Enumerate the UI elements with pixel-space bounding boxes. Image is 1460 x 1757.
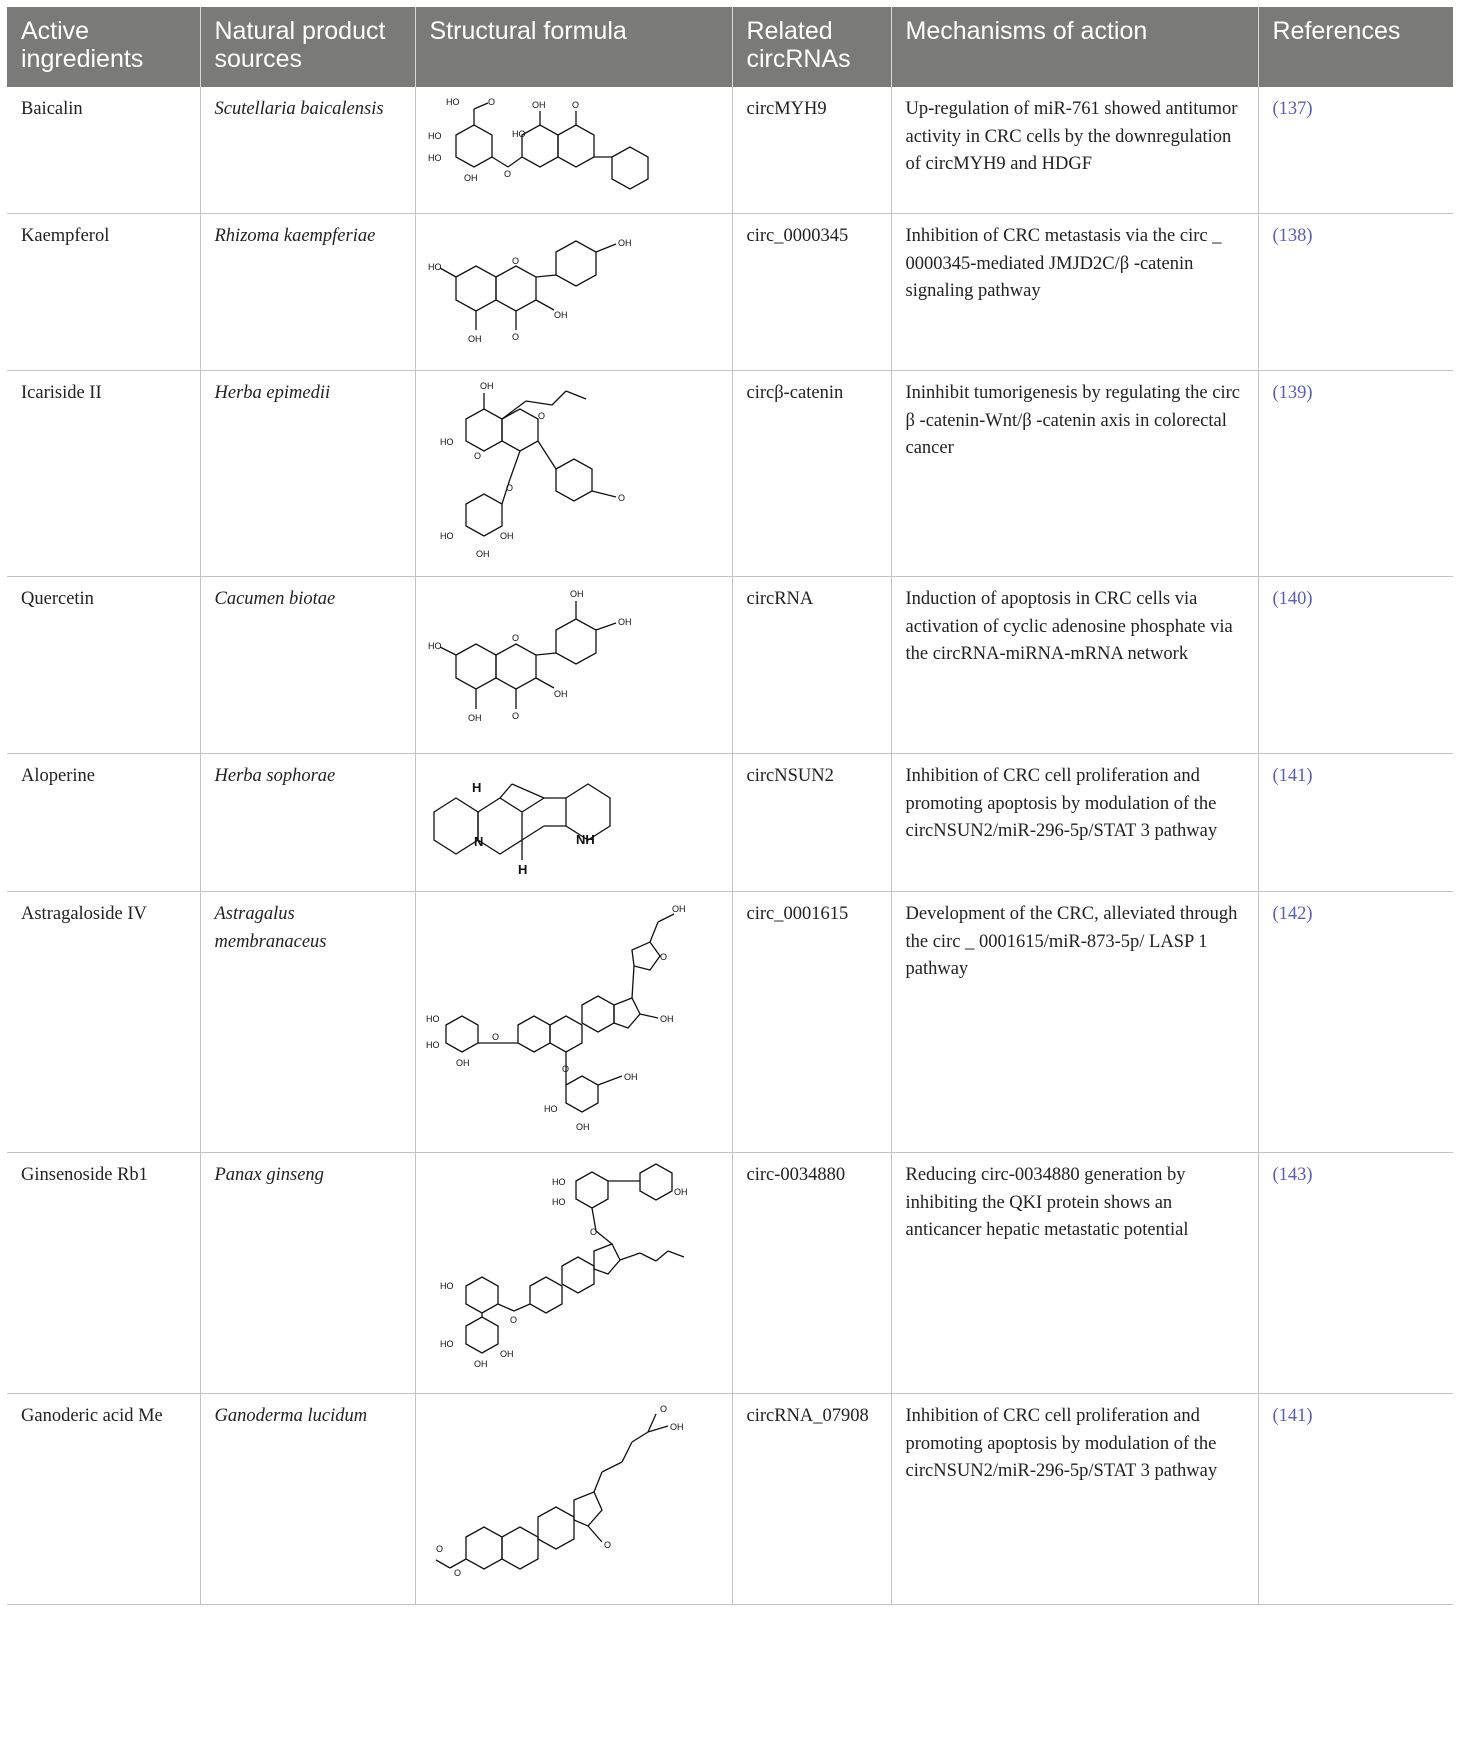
svg-text:O: O [505,483,513,493]
ingredient-cell: Quercetin [7,577,200,754]
source-cell: Panax ginseng [200,1153,415,1394]
ingredient-cell: Ganoderic acid Me [7,1394,200,1605]
mechanism-cell: Development of the CRC, alleviated through the circ _ 0001615/miR-873-5p/ LASP 1 pathway [891,892,1258,1153]
svg-text:OH: OH [623,1072,637,1082]
ingredient-cell: Baicalin [7,87,200,214]
ingredient-cell: Ginsenoside Rb1 [7,1153,200,1394]
mechanism-cell: Inhibition of CRC metastasis via the circ _ 0000345-mediated JMJD2C/β -catenin signaling pathway [891,214,1258,371]
svg-text:HO: HO [439,1281,453,1291]
svg-text:O: O [511,332,519,342]
mechanism-cell: Inhibition of CRC cell proliferation and promoting apoptosis by modulation of the circNSUN2/miR-296-5p/STAT 3 pathway [891,754,1258,892]
ingredient-cell: Icariside II [7,371,200,577]
svg-text:O: O [617,493,625,503]
aloperine-structure-icon [426,762,656,877]
source-cell: Rhizoma kaempferiae [200,214,415,371]
ingredient-cell: Kaempferol [7,214,200,371]
svg-text:O: O [659,1404,667,1414]
svg-text:OH: OH [569,589,583,599]
table-row [7,892,1453,1153]
reference-link[interactable]: (140) [1258,577,1453,754]
svg-text:O: O [435,1544,443,1554]
svg-text:OH: OH [467,334,481,344]
reference-link[interactable]: (141) [1258,1394,1453,1605]
source-cell: Herba epimedii [200,371,415,577]
table-container [7,7,1453,1605]
structure-cell [415,214,732,371]
svg-text:HO: HO [511,129,525,139]
mechanism-cell: Reducing circ-0034880 generation by inhibiting the QKI protein shows an anticancer hepatic metastatic potential [891,1153,1258,1394]
svg-text:O: O [491,1032,499,1042]
svg-text:O: O [659,952,667,962]
svg-text:OH: OH [455,1058,469,1068]
mechanism-cell: Ininhibit tumorigenesis by regulating the circ β -catenin-Wnt/β -catenin axis in colorectal cancer [891,371,1258,577]
svg-text:O: O [603,1540,611,1550]
svg-text:HO: HO [551,1177,565,1187]
svg-text:HO: HO [427,262,441,272]
structure-cell [415,371,732,577]
svg-text:HO: HO [427,641,441,651]
header-row [7,7,1453,87]
svg-text:OH: OH [499,531,513,541]
svg-text:OH: OH [467,713,481,723]
svg-text:OH: OH [553,689,567,699]
svg-text:OH: OH [659,1014,673,1024]
ganoderic-acid-me-structure-icon [426,1402,696,1587]
kaempferol-structure-icon [426,222,656,352]
ingredient-cell: Aloperine [7,754,200,892]
header-active-ingredients: Active ingredients [7,7,200,87]
astragaloside-iv-structure-icon [426,900,696,1135]
source-cell: Scutellaria baicalensis [200,87,415,214]
circrna-cell: circ_0001615 [732,892,891,1153]
svg-text:O: O [537,411,545,421]
svg-text:HO: HO [425,1014,439,1024]
mechanism-cell: Up-regulation of miR-761 showed antitumor activity in CRC cells by the downregulation of circMYH9 and HDGF [891,87,1258,214]
structure-cell [415,577,732,754]
structure-cell [415,1153,732,1394]
svg-text:HO: HO [543,1104,557,1114]
circrna-cell: circβ-catenin [732,371,891,577]
header-references: References [1258,7,1453,87]
svg-text:O: O [503,169,511,179]
svg-text:HO: HO [551,1197,565,1207]
table-row [7,754,1453,892]
structure-cell [415,754,732,892]
svg-text:O: O [511,256,519,266]
svg-text:OH: OH [499,1349,513,1359]
svg-text:HO: HO [439,437,453,447]
svg-text:H: H [517,862,527,877]
svg-text:OH: OH [575,1122,589,1132]
circrna-cell: circRNA [732,577,891,754]
source-cell: Cacumen biotae [200,577,415,754]
reference-link[interactable]: (137) [1258,87,1453,214]
svg-text:OH: OH [553,310,567,320]
baicalin-structure-icon [426,95,656,200]
header-structural-formula: Structural formula [415,7,732,87]
source-cell: Herba sophorae [200,754,415,892]
header-related-circrnas: Related circRNAs [732,7,891,87]
reference-link[interactable]: (139) [1258,371,1453,577]
svg-text:O: O [509,1315,517,1325]
header-mechanisms-of-action: Mechanisms of action [891,7,1258,87]
svg-text:NH: NH [575,832,595,847]
ingredient-cell: Astragaloside IV [7,892,200,1153]
svg-text:O: O [571,100,579,110]
ginsenoside-rb1-structure-icon [426,1161,696,1376]
structure-cell [415,1394,732,1605]
reference-link[interactable]: (138) [1258,214,1453,371]
reference-link[interactable]: (143) [1258,1153,1453,1394]
header-natural-product-sources: Natural product sources [200,7,415,87]
reference-link[interactable]: (141) [1258,754,1453,892]
circrna-cell: circ_0000345 [732,214,891,371]
quercetin-structure-icon [426,585,656,740]
table-row [7,1394,1453,1605]
svg-text:OH: OH [463,173,477,183]
svg-text:OH: OH [671,904,685,914]
circrna-cell: circRNA_07908 [732,1394,891,1605]
svg-text:HO: HO [439,1339,453,1349]
circrna-cell: circMYH9 [732,87,891,214]
svg-text:OH: OH [617,617,631,627]
svg-text:H: H [471,780,481,795]
icariside-ii-structure-icon [426,379,656,564]
svg-text:HO: HO [445,97,459,107]
svg-text:O: O [487,97,495,107]
table-row [7,1153,1453,1394]
svg-text:O: O [589,1227,597,1237]
svg-text:O: O [511,633,519,643]
svg-text:O: O [453,1568,461,1578]
svg-text:O: O [561,1064,569,1074]
mechanism-cell: Inhibition of CRC cell proliferation and promoting apoptosis by modulation of the circNSUN2/miR-296-5p/STAT 3 pathway [891,1394,1258,1605]
svg-text:HO: HO [439,531,453,541]
svg-text:OH: OH [673,1187,687,1197]
ingredients-table [7,7,1453,1605]
reference-link[interactable]: (142) [1258,892,1453,1153]
table-row [7,87,1453,214]
mechanism-cell: Induction of apoptosis in CRC cells via activation of cyclic adenosine phosphate via the circRNA-miRNA-mRNA network [891,577,1258,754]
svg-text:HO: HO [427,131,441,141]
table-row [7,371,1453,577]
table-row [7,577,1453,754]
svg-text:O: O [473,451,481,461]
svg-text:O: O [511,711,519,721]
svg-text:OH: OH [475,549,489,559]
svg-text:OH: OH [531,100,545,110]
source-cell: Ganoderma lucidum [200,1394,415,1605]
structure-cell [415,87,732,214]
svg-text:OH: OH [669,1422,683,1432]
svg-text:N: N [473,834,483,849]
circrna-cell: circNSUN2 [732,754,891,892]
source-cell: Astragalus membranaceus [200,892,415,1153]
svg-text:OH: OH [473,1359,487,1369]
structure-cell [415,892,732,1153]
svg-text:OH: OH [479,381,493,391]
table-row [7,214,1453,371]
svg-text:HO: HO [425,1040,439,1050]
svg-text:OH: OH [617,238,631,248]
svg-text:HO: HO [427,153,441,163]
circrna-cell: circ-0034880 [732,1153,891,1394]
